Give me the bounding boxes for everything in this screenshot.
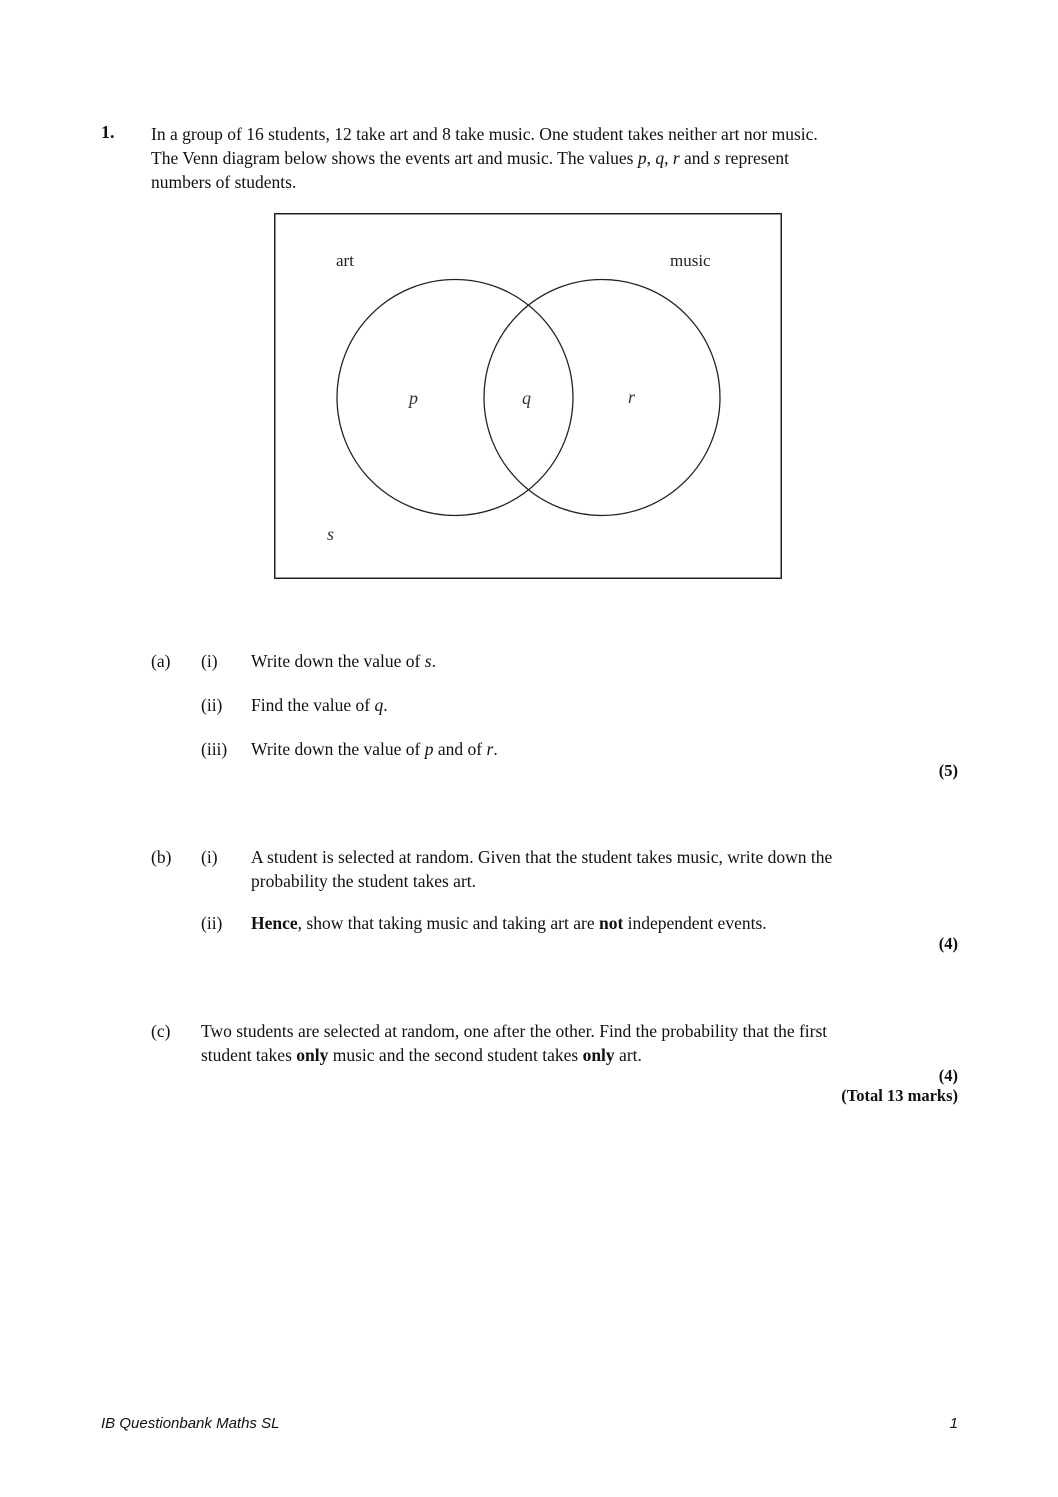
part-c-line-2-a: student takes [201,1045,297,1065]
part-b-ii-label: (ii) [201,913,223,933]
part-a-iii-prompt: Write down the value of [251,739,425,759]
part-b-ii-text-2: independent events. [623,913,767,933]
part-a-iii-var-p: p [424,739,434,759]
part-c-only-2: only [582,1045,615,1065]
venn-diagram [274,213,782,579]
part-a-ii-prompt: Find the value of [251,695,375,715]
footer-page-number: 1 [949,1415,958,1432]
part-c-only-1: only [296,1045,329,1065]
part-b-i-line-1: A student is selected at random. Given that the student takes music, write down the [251,847,833,867]
stem-and: and [679,148,714,168]
part-b-i-line-2: probability the student takes art. [251,871,477,891]
stem-line-2-start: The Venn diagram below shows the events art and music. The values [151,148,638,168]
part-c-line-1: Two students are selected at random, one after the other. Find the probability that the first [201,1021,828,1041]
venn-region-q: q [522,388,531,408]
part-a-i-end: . [431,651,436,671]
question-stem [151,122,931,194]
stem-sep-2: , [664,148,673,168]
part-b-ii-hence: Hence [251,913,298,933]
part-b-label: (b) [151,847,172,867]
part-a-ii-end: . [383,695,388,715]
part-b-ii-text-1: , show that taking music and taking art are [297,913,599,933]
venn-region-p: p [409,388,418,408]
venn-region-r: r [628,387,636,407]
question-number: 1. [101,122,115,142]
venn-label-art: art [336,251,354,270]
stem-sep-1: , [646,148,656,168]
part-a-ii-label: (ii) [201,695,223,715]
venn-region-s: s [327,524,335,544]
part-a-label: (a) [151,651,171,671]
venn-circle-music [484,280,720,516]
stem-line-2 [151,146,931,170]
stem-line-2-end: represent [720,148,789,168]
stem-var-s: s [713,148,721,168]
part-c-text [201,1019,931,1067]
part-c-line-2-b: music and the second student takes [328,1045,583,1065]
part-c-label: (c) [151,1021,171,1041]
venn-circle-art [337,280,573,516]
stem-var-r: r [672,148,680,168]
part-a-ii-text [251,693,388,717]
part-a-ii-var: q [374,695,384,715]
part-b-ii-not: not [598,913,624,933]
part-a-iii-var-r: r [486,739,494,759]
part-a-i-text [251,649,436,673]
part-a-iii-label: (iii) [201,739,228,759]
part-b-i-text [251,845,931,893]
stem-line-1: In a group of 16 students, 12 take art and 8 take music. One student takes neither art nor music. [151,124,818,144]
part-a-i-var: s [424,651,432,671]
part-a-iii-mid: and of [433,739,487,759]
stem-line-3: numbers of students. [151,172,297,192]
venn-label-music: music [670,251,711,270]
part-c-line-2 [201,1043,931,1067]
part-a-i-prompt: Write down the value of [251,651,425,671]
part-b-i-label: (i) [201,847,218,867]
part-a-iii-text [251,737,498,761]
part-a-marks: (5) [938,761,958,780]
part-b-marks: (4) [938,934,958,953]
stem-var-p: p [637,148,647,168]
stem-var-q: q [655,148,665,168]
total-marks: (Total 13 marks) [841,1086,958,1105]
part-c-marks: (4) [938,1066,958,1085]
part-a-iii-end: . [493,739,498,759]
part-b-ii-text [251,911,767,935]
part-c-line-2-c: art. [614,1045,642,1065]
part-a-i-label: (i) [201,651,218,671]
footer-source: IB Questionbank Maths SL [101,1415,280,1432]
